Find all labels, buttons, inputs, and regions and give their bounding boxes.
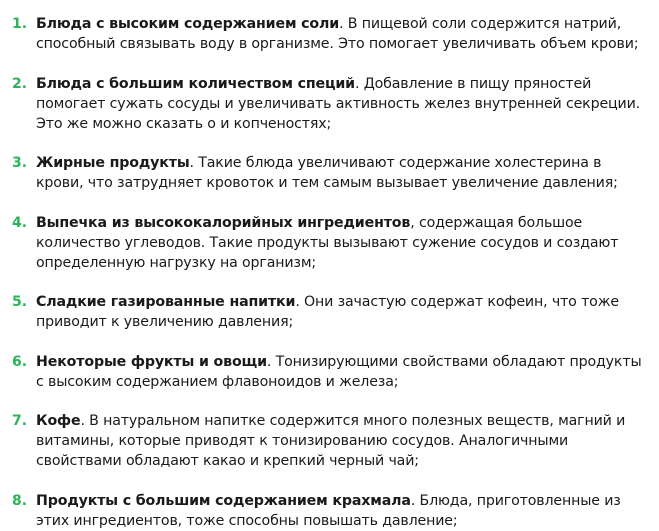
list-item: [12, 14, 649, 54]
item-description: . Добавление в пищу пряностей помогает сужать сосуды и увеличивать активность желез внутренней секреции. Это же можно сказать о и копченостях;: [36, 75, 641, 132]
list-item: [12, 153, 649, 193]
item-text: [36, 153, 649, 193]
item-text: [36, 213, 649, 273]
list-item: [12, 411, 649, 471]
item-title: Продукты с большим содержанием крахмала: [36, 492, 411, 509]
list-item: [12, 352, 649, 392]
item-number: 7.: [12, 413, 28, 429]
item-number: 3.: [12, 155, 28, 171]
item-text: [36, 292, 649, 332]
list-item: [12, 213, 649, 273]
item-number: 6.: [12, 353, 28, 370]
item-number: 5.: [12, 294, 28, 310]
item-title: Кофе: [36, 413, 81, 429]
item-title: Блюда с большим количеством специй: [36, 75, 355, 92]
item-text: [36, 491, 649, 531]
item-text: [36, 411, 649, 471]
item-description: . Такие блюда увеличивают содержание холестерина в крови, что затрудняет кровоток и тем самым вызывает увеличение давления;: [36, 155, 618, 191]
item-text: [36, 74, 649, 134]
item-number: 2.: [12, 75, 28, 92]
item-description: . Тонизирующими свойствами обладают продукты с высоким содержанием флавоноидов и железа;: [36, 353, 642, 390]
list-item: [12, 74, 649, 134]
item-text: [36, 352, 649, 392]
item-description: , содержащая большое количество углеводов. Такие продукты вызывают сужение сосудов и создают определенную нагрузку на организм;: [36, 214, 619, 271]
item-description: . В натуральном напитке содержится много полезных веществ, магний и витамины, которые приводят к тонизированию сосудов. Аналогичными свойствами обладают какао и крепкий черный чай;: [36, 413, 626, 469]
item-title: Сладкие газированные напитки: [36, 294, 296, 310]
item-text: [36, 14, 649, 54]
item-description: . Блюда, приготовленные из этих ингредиентов, тоже способны повышать давление;: [36, 492, 621, 529]
item-title: Блюда с высоким содержанием соли: [36, 16, 340, 32]
item-number: 8.: [12, 492, 28, 509]
list-item: [12, 292, 649, 332]
item-number: 4.: [12, 214, 28, 231]
item-description: . В пищевой соли содержится натрий, способный связывать воду в организме. Это помогает увеличивать объем крови;: [36, 16, 639, 52]
item-description: . Они зачастую содержат кофеин, что тоже приводит к увеличению давления;: [36, 294, 619, 330]
list-item: [12, 491, 649, 531]
item-title: Некоторые фрукты и овощи: [36, 353, 267, 370]
item-title: Жирные продукты: [36, 155, 190, 171]
item-number: 1.: [12, 16, 28, 32]
item-title: Выпечка из высококалорийных ингредиентов: [36, 214, 411, 231]
